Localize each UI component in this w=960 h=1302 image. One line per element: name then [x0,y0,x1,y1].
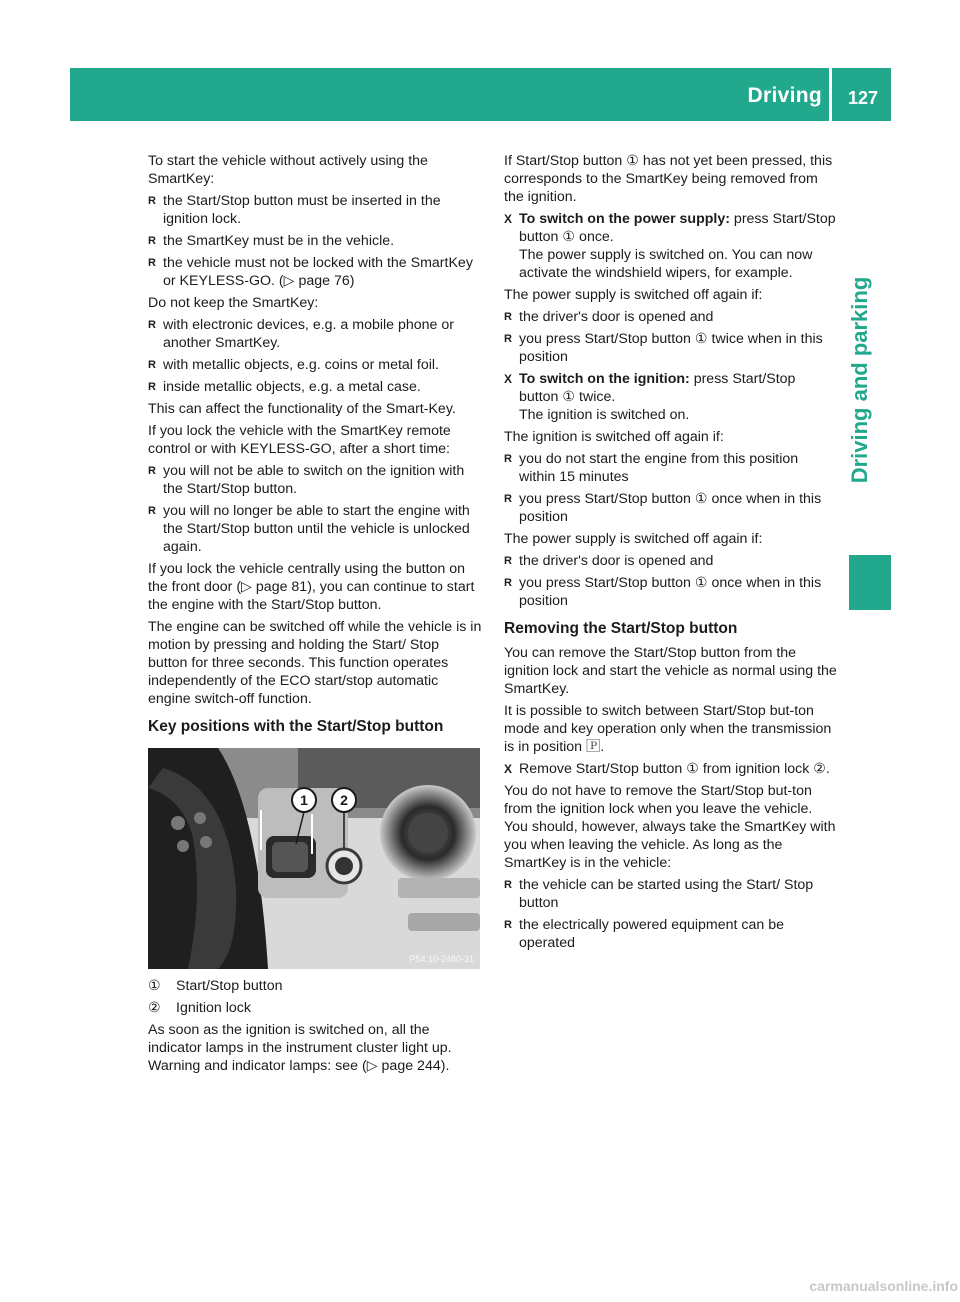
callout-1-label: 1 [300,792,308,808]
list-item [148,232,482,250]
step-text: press Start/Stop button ① once. [519,211,836,245]
list-item [148,502,482,556]
list-item [148,462,482,498]
side-tab-block [849,555,891,610]
dont-keep-text: Do not keep the SmartKey: [148,295,319,311]
power-supply-step [504,210,838,282]
step-note: The ignition is switched on. [519,407,690,423]
ignition-step [504,370,838,424]
side-tab [840,220,880,540]
step-lead: To switch on the ignition: [519,371,690,387]
step-arrow-icon: X [504,372,513,386]
list-item [148,378,482,396]
list-item-text: you press Start/Stop button ① twice when in this position [519,331,823,365]
step-note: The power supply is switched on. You can now activate the windshield wipers, for example. [519,247,813,281]
list-item-text: you press Start/Stop button ① once when in this position [519,575,822,609]
power-off-text-2: The power supply is switched off again if: [504,531,763,547]
list-item-text: the vehicle can be started using the Start/ Stop button [519,877,814,911]
bullet-icon: R [504,555,512,567]
lock-remote-text: If you lock the vehicle with the SmartKey remote control or with KEYLESS-GO, after a short time: [148,423,451,457]
page-number: 127 [847,88,879,108]
intro-text: To start the vehicle without actively using the SmartKey: [148,153,428,187]
dont-keep-list [148,316,482,396]
list-item [148,254,482,290]
list-item-text: the electrically powered equipment can be operated [519,917,784,951]
side-tab-label: Driving and parking [847,276,872,484]
list-item-text: inside metallic objects, e.g. a metal case. [163,379,421,395]
list-item [504,552,838,570]
list-item-text: the SmartKey must be in the vehicle. [163,233,395,249]
step-arrow-icon: X [504,762,513,776]
key-positions-heading: Key positions with the Start/Stop button [148,718,444,735]
list-item-text: with electronic devices, e.g. a mobile phone or another SmartKey. [163,317,455,351]
list-item-text: you press Start/Stop button ① once when in this position [519,491,822,525]
header-separator [829,68,832,121]
watermark: carmanualsonline.info [809,1278,958,1294]
legend-label: Start/Stop button [176,978,283,994]
left-column [148,152,482,1079]
bullet-icon: R [148,381,156,393]
bullet-icon: R [148,319,156,331]
lamps-text[interactable]: As soon as the ignition is switched on, all the indicator lamps in the instrument cluster light up. Warning and indicator lamps: see (▷ page 244). [148,1022,452,1074]
list-item-text: the Start/Stop button must be inserted in the ignition lock. [163,193,441,227]
bullet-icon: R [504,919,512,931]
list-item [504,330,838,366]
step-text: press Start/Stop button ① twice. [519,371,796,405]
list-item-text: the driver's door is opened and [519,309,714,325]
list-item-text[interactable]: the vehicle must not be locked with the SmartKey or KEYLESS-GO. (▷ page 76) [163,255,473,289]
bullet-icon: R [148,235,156,247]
bullet-icon: R [504,879,512,891]
list-item [148,192,482,228]
lock-remote-list [148,462,482,556]
step-arrow-icon: X [504,212,513,226]
dont-remove-list [504,876,838,952]
list-item [504,490,838,526]
remove-intro-text: You can remove the Start/Stop button from the ignition lock and start the vehicle as normal using the SmartKey. [504,645,837,697]
list-item-text: with metallic objects, e.g. coins or metal foil. [163,357,439,373]
bullet-icon: R [148,359,156,371]
bullet-icon: R [504,453,512,465]
ignition-off-text: The ignition is switched off again if: [504,429,724,445]
power-off-text: The power supply is switched off again if: [504,287,763,303]
bullet-icon: R [148,195,156,207]
right-column [504,152,838,956]
not-pressed-text: If Start/Stop button ① has not yet been pressed, this corresponds to the SmartKey being removed from the ignition. [504,153,833,205]
legend-number: ② [148,1000,161,1016]
bullet-icon: R [148,505,156,517]
step-text: Remove Start/Stop button ① from ignition lock ②. [519,761,830,777]
legend-number: ① [148,978,161,994]
power-off-list [504,308,838,366]
removing-heading: Removing the Start/Stop button [504,620,738,637]
legend-item [148,977,482,995]
remove-step [504,760,838,778]
key-positions-photo [148,748,480,969]
affect-text: This can affect the functionality of the Smart-Key. [148,401,456,417]
step-lead: To switch on the power supply: [519,211,730,227]
motion-text: The engine can be switched off while the vehicle is in motion by pressing and holding the Start/ Stop button for three seconds. This function operates independently of the ECO start/stop automatic engine switch-off function. [148,619,482,707]
dont-remove-text: You do not have to remove the Start/Stop but-ton from the ignition lock when you leave the vehicle. You should, however, always take the SmartKey with you when leaving the vehicle. As long as the SmartKey is in the vehicle: [504,783,836,871]
list-item [504,574,838,610]
list-item [148,316,482,352]
list-item [504,450,838,486]
list-item-text: the driver's door is opened and [519,553,714,569]
bullet-icon: R [504,493,512,505]
legend-label: Ignition lock [176,1000,251,1016]
legend-item [148,999,482,1017]
list-item-text: you do not start the engine from this position within 15 minutes [519,451,799,485]
bullet-icon: R [148,465,156,477]
section-title: Driving [747,84,822,107]
photo-reference-code: P54.10-2480-31 [409,954,474,964]
bullet-icon: R [504,311,512,323]
bullet-icon: R [504,333,512,345]
list-item-text: you will no longer be able to start the engine with the Start/Stop button until the vehicle is unlocked again. [163,503,470,555]
list-item-text: you will not be able to switch on the ignition with the Start/Stop button. [163,463,465,497]
bullet-icon: R [148,257,156,269]
list-item [504,876,838,912]
bullet-icon: R [504,577,512,589]
ignition-off-list [504,450,838,526]
list-item [504,308,838,326]
switch-modes-text: It is possible to switch between Start/Stop but-ton mode and key operation only when the transmission is in position 🄿. [504,703,832,755]
list-item [148,356,482,374]
list-item [504,916,838,952]
conditions-list [148,192,482,290]
callout-2-label: 2 [340,792,348,808]
power-off-list-2 [504,552,838,610]
central-lock-text[interactable]: If you lock the vehicle centrally using the button on the front door (▷ page 81), you can continue to start the engine with the Start/Stop button. [148,561,475,613]
